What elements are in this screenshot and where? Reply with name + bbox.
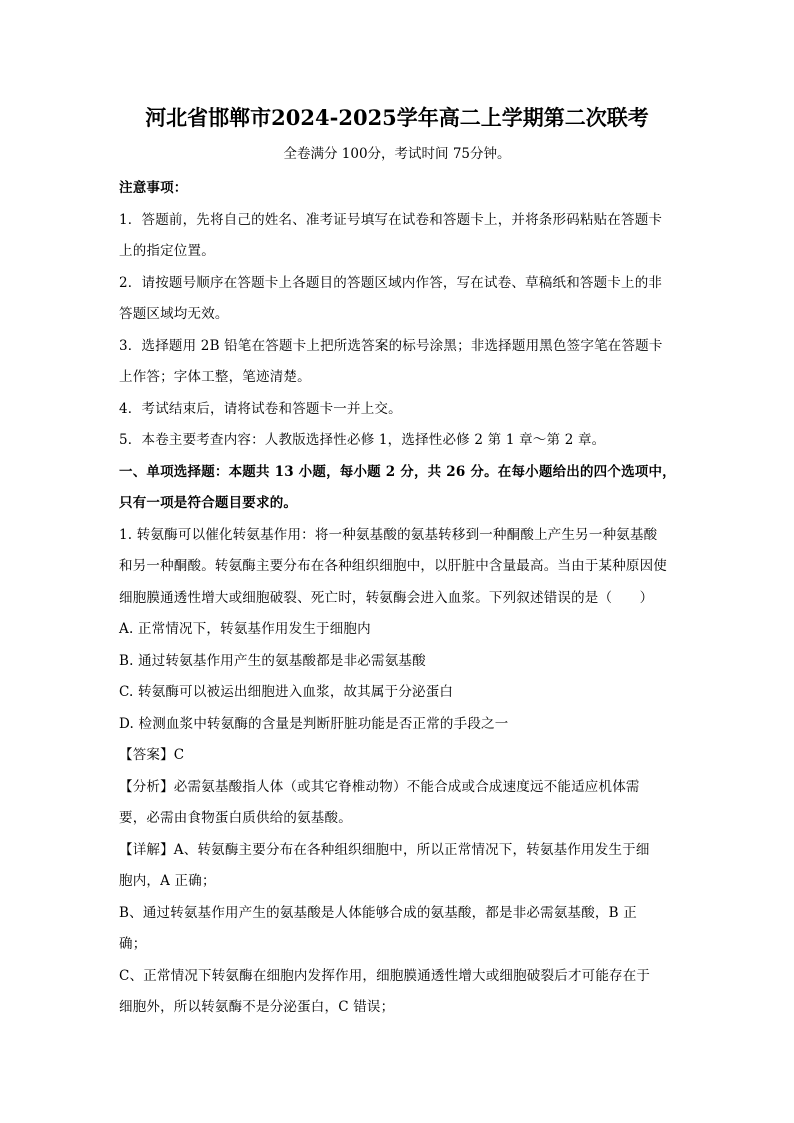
detail-line-5: C、正常情况下转氨酶在细胞内发挥作用，细胞膜通透性增大或细胞破裂后才可能存在于 bbox=[119, 967, 651, 984]
answer: 【答案】C bbox=[119, 747, 185, 763]
notice-5: 5．本卷主要考查内容：人教版选择性必修 1，选择性必修 2 第 1 章～第 2 章。 bbox=[119, 432, 606, 448]
section-heading-line-1: 一、单项选择题：本题共 13 小题，每小题 2 分，共 26 分。在每小题给出的四个选项中， bbox=[119, 463, 676, 480]
notice-2-line-1: 2．请按题号顺序在答题卡上各题目的答题区域内作答，写在试卷、草稿纸和答题卡上的非 bbox=[119, 274, 663, 291]
detail-line-6: 细胞外，所以转氨酶不是分泌蛋白，C 错误； bbox=[119, 999, 395, 1015]
analysis-line-2: 要，必需由食物蛋白质供给的氨基酸。 bbox=[119, 810, 352, 826]
section-heading-line-2: 只有一项是符合题目要求的。 bbox=[119, 495, 298, 511]
notice-3-line-1: 3．选择题用 2B 铅笔在答题卡上把所选答案的标号涂黑；非选择题用黑色签字笔在答题卡 bbox=[119, 337, 663, 354]
option-d: D. 检测血浆中转氨酶的含量是判断肝脏功能是否正常的手段之一 bbox=[119, 715, 509, 732]
notice-4: 4．考试结束后，请将试卷和答题卡一并上交。 bbox=[119, 400, 402, 417]
exam-info: 全卷满分 100分，考试时间 75分钟。 bbox=[283, 146, 511, 162]
analysis-line-1: 【分析】必需氨基酸指人体（或其它脊椎动物）不能合成或合成速度远不能适应机体需 bbox=[119, 778, 640, 795]
notice-1-line-1: 1．答题前，先将自己的姓名、准考证号填写在试卷和答题卡上，并将条形码粘贴在答题卡 bbox=[119, 211, 663, 228]
notice-1-line-2: 上的指定位置。 bbox=[119, 243, 215, 259]
notice-2-line-2: 答题区域均无效。 bbox=[119, 306, 229, 322]
detail-line-3: B、通过转氨基作用产生的氨基酸是人体能够合成的氨基酸，都是非必需氨基酸，B 正 bbox=[119, 904, 637, 921]
page-title: 河北省邯郸市2024-2025学年高二上学期第二次联考 bbox=[145, 105, 649, 130]
detail-line-2: 胞内，A 正确； bbox=[119, 873, 216, 889]
question-stem-line-3: 细胞膜通透性增大或细胞破裂、死亡时，转氨酶会进入血浆。下列叙述错误的是（ ） bbox=[119, 589, 654, 606]
detail-line-4: 确； bbox=[119, 936, 147, 952]
option-c: C. 转氨酶可以被运出细胞进入血浆，故其属于分泌蛋白 bbox=[119, 684, 454, 700]
notice-3-line-2: 上作答；字体工整，笔迹清楚。 bbox=[119, 369, 311, 385]
option-a: A. 正常情况下，转氨基作用发生于细胞内 bbox=[119, 621, 371, 637]
detail-line-1: 【详解】A、转氨酶主要分布在各种组织细胞中，所以正常情况下，转氨基作用发生于细 bbox=[119, 841, 650, 858]
document-body bbox=[119, 173, 679, 1024]
question-stem-line-1: 1. 转氨酶可以催化转氨基作用：将一种氨基酸的氨基转移到一种酮酸上产生另一种氨基酸 bbox=[119, 526, 658, 543]
option-b: B. 通过转氨基作用产生的氨基酸都是非必需氨基酸 bbox=[119, 652, 426, 669]
question-stem-line-2: 和另一种酮酸。转氨酶主要分布在各种组织细胞中，以肝脏中含量最高。当由于某种原因使 bbox=[119, 558, 667, 574]
notice-heading: 注意事项： bbox=[119, 180, 188, 196]
